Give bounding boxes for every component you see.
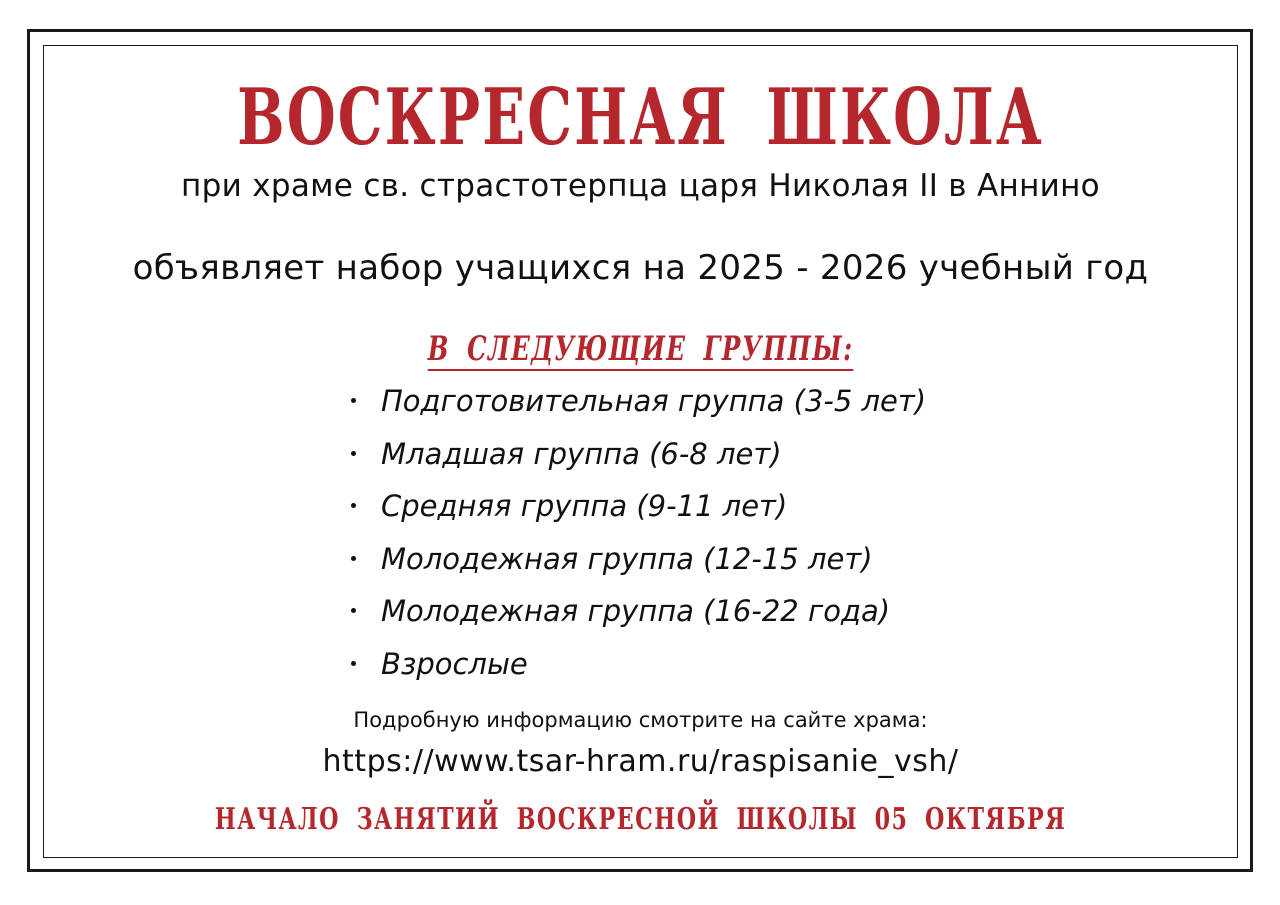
group-label: Молодежная группа (16-22 года) [381, 594, 891, 628]
poster-title: ВОСКРЕСНАЯ ШКОЛА [237, 72, 1044, 163]
classes-start-date: НАЧАЛО ЗАНЯТИЙ ВОСКРЕСНОЙ ШКОЛЫ 05 ОКТЯБРЯ [214, 802, 1067, 837]
group-label: Подготовительная группа (3-5 лет) [381, 384, 927, 418]
group-label: Младшая группа (6-8 лет) [381, 436, 782, 471]
bullet-icon [351, 503, 356, 508]
groups-heading-text: В СЛЕДУЮЩИЕ ГРУППЫ: [427, 329, 854, 369]
website-link[interactable]: https://www.tsar-hram.ru/raspisanie_vsh/ [322, 744, 959, 779]
info-label: Подробную информацию смотрите на сайте храма: [353, 708, 928, 732]
enrollment-announcement: объявляет набор учащихся на 2025 - 2026 учебный год [132, 248, 1149, 288]
group-label: Средняя группа (9-11 лет) [381, 489, 788, 523]
bullet-icon [351, 608, 356, 613]
bullet-icon [351, 451, 356, 456]
bullet-icon [351, 556, 356, 561]
poster-subtitle: при храме св. страстотерпца царя Николая II в Аннино [181, 168, 1100, 204]
bullet-icon [351, 398, 356, 403]
group-label: Молодежная группа (12-15 лет) [381, 541, 873, 576]
poster-content [43, 45, 1238, 858]
group-label: Взрослые [381, 646, 528, 681]
groups-heading [43, 329, 1238, 371]
bullet-icon [351, 661, 356, 666]
